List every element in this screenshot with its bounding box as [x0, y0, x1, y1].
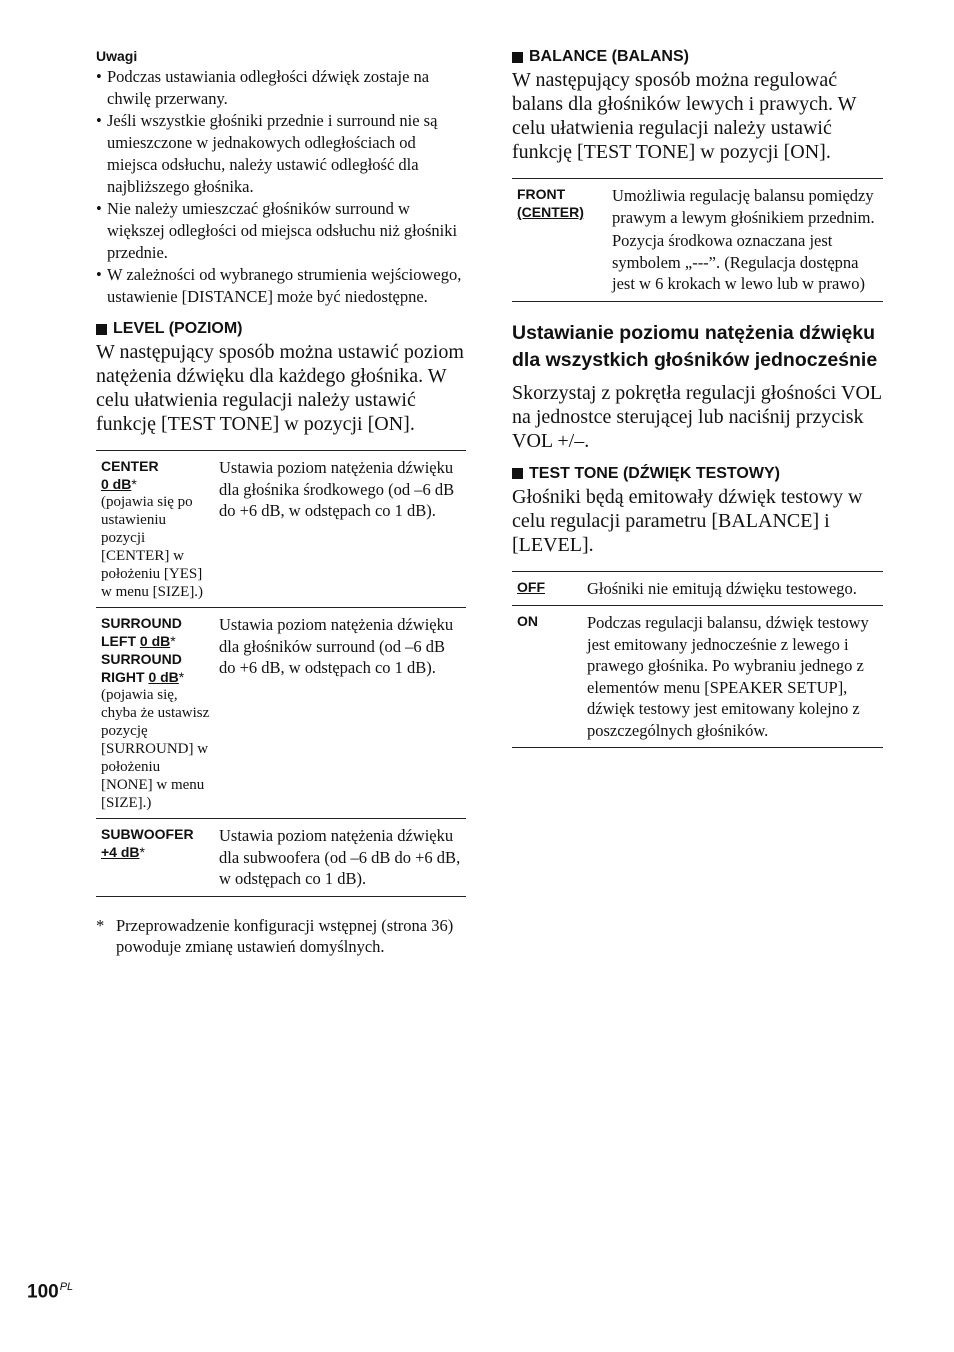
option-name: SUBWOOFER — [101, 826, 194, 842]
level-heading-text: LEVEL (POZIOM) — [113, 320, 243, 337]
option-key — [96, 608, 214, 819]
left-column — [96, 44, 466, 958]
table-row — [96, 608, 466, 819]
note-item: • Podczas ustawiania odległości dźwięk zostaje na chwilę przerwany. — [96, 66, 466, 110]
asterisk-mark: * — [131, 476, 137, 492]
option-note: (pojawia się, chyba że ustawisz pozycję [SURROUND] w położeniu [NONE] w menu [SIZE].) — [101, 687, 210, 811]
balance-heading-text: BALANCE (BALANS) — [529, 48, 689, 65]
balance-intro: W następujący sposób można regulować balans dla głośników lewych i prawych. W celu ułatwienia regulacji należy ustawić funkcję [TEST TONE] w pozycji [ON]. — [512, 69, 857, 163]
note-item: • Nie należy umieszczać głośników surround w większej odległości od miejsca odsłuchu niż głośniki przednie. — [96, 198, 466, 264]
square-bullet-icon — [96, 324, 107, 335]
option-name: OFF — [517, 578, 545, 595]
table-row — [512, 606, 883, 748]
note-item: • W zależności od wybranego strumienia wejściowego, ustawienie [DISTANCE] może być niedostępne. — [96, 264, 466, 308]
notes-list — [96, 66, 466, 308]
option-key — [512, 606, 582, 748]
balance-options-table — [512, 178, 883, 302]
test-tone-intro: Głośniki będą emitowały dźwięk testowy w celu regulacji parametru [BALANCE] i [LEVEL]. — [512, 485, 863, 556]
footnote-mark: * — [96, 915, 105, 935]
test-tone-options-table — [512, 571, 883, 749]
level-heading — [96, 320, 466, 338]
option-key — [96, 819, 214, 897]
table-row — [512, 179, 883, 302]
note-item: • Jeśli wszystkie głośniki przednie i surround nie są umieszczone w jednakowych odległościach od miejsca odsłuchu, należy ustawić odległość dla najbliższego głośnika. — [96, 110, 466, 198]
page-language-suffix: PL — [59, 1281, 74, 1293]
all-speakers-intro: Skorzystaj z pokrętła regulacji głośności VOL na jednostce sterującej lub naciśnij przycisk VOL +/–. — [512, 381, 882, 452]
option-description — [607, 179, 883, 302]
option-description: Ustawia poziom natężenia dźwięku dla subwoofera (od –6 dB do +6 dB, w odstępach co 1 dB). — [214, 819, 466, 897]
page-number-value: 100 — [27, 1281, 59, 1303]
right-column — [512, 44, 883, 748]
asterisk-mark: * — [170, 633, 176, 649]
option-name: CENTER — [101, 458, 159, 474]
option-default-value: (CENTER) — [517, 204, 584, 220]
asterisk-mark: * — [139, 844, 145, 860]
option-name: FRONT — [517, 186, 566, 202]
option-name: SURROUND LEFT — [101, 615, 182, 649]
option-name: ON — [517, 613, 538, 629]
option-key — [96, 451, 214, 608]
option-description: Ustawia poziom natężenia dźwięku dla głośników surround (od –6 dB do +6 dB, w odstępach co 1 dB). — [214, 608, 466, 819]
asterisk-mark: * — [178, 669, 185, 685]
page-number — [27, 1281, 73, 1303]
option-default-value: +4 dB — [101, 844, 140, 860]
square-bullet-icon — [512, 52, 523, 63]
test-tone-heading — [512, 465, 883, 483]
option-default-value: 0 dB — [148, 669, 179, 685]
option-description: Podczas regulacji balansu, dźwięk testowy jest emitowany jednocześnie z lewego i prawego głośnika. Po wybraniu jednego z elementów menu [SPEAKER SETUP], dźwięk testowy jest emitowany kolejno z poszczególnych głośników. — [582, 606, 883, 748]
square-bullet-icon — [512, 468, 523, 479]
option-default-value: 0 dB — [139, 633, 171, 649]
option-description-line: Pozycja środkowa oznaczana jest symbolem „---”. (Regulacja dostępna jest w 6 krokach w lewo lub w prawo) — [612, 231, 865, 293]
table-row — [512, 571, 883, 606]
option-description-line: Umożliwia regulację balansu pomiędzy prawym a lewym głośnikiem przednim. — [612, 186, 875, 227]
balance-heading — [512, 48, 883, 66]
option-key — [512, 571, 582, 606]
notes-title: Uwagi — [96, 48, 138, 64]
level-options-table — [96, 450, 466, 897]
footnote — [96, 915, 466, 958]
test-tone-heading-text: TEST TONE (DŹWIĘK TESTOWY) — [529, 464, 780, 482]
option-key — [512, 179, 607, 302]
option-note: (pojawia się po ustawieniu pozycji [CENTER] w położeniu [YES] w menu [SIZE].) — [101, 494, 204, 600]
option-description: Ustawia poziom natężenia dźwięku dla głośnika środkowego (od –6 dB do +6 dB, w odstępach co 1 dB). — [214, 451, 466, 608]
option-default-value: 0 dB — [101, 476, 132, 492]
footnote-text: Przeprowadzenie konfiguracji wstępnej (strona 36) powoduje zmianę ustawień domyślnych. — [116, 915, 454, 956]
table-row — [96, 451, 466, 608]
option-description: Głośniki nie emitują dźwięku testowego. — [582, 571, 883, 606]
all-speakers-heading: Ustawianie poziomu natężenia dźwięku dla wszystkich głośników jednocześnie — [512, 321, 878, 371]
level-intro: W następujący sposób można ustawić poziom natężenia dźwięku dla każdego głośnika. W celu ułatwienia regulacji należy ustawić funkcję [TEST TONE] w pozycji [ON]. — [96, 341, 464, 435]
option-name: SURROUND RIGHT — [101, 651, 182, 685]
table-row — [96, 819, 466, 897]
